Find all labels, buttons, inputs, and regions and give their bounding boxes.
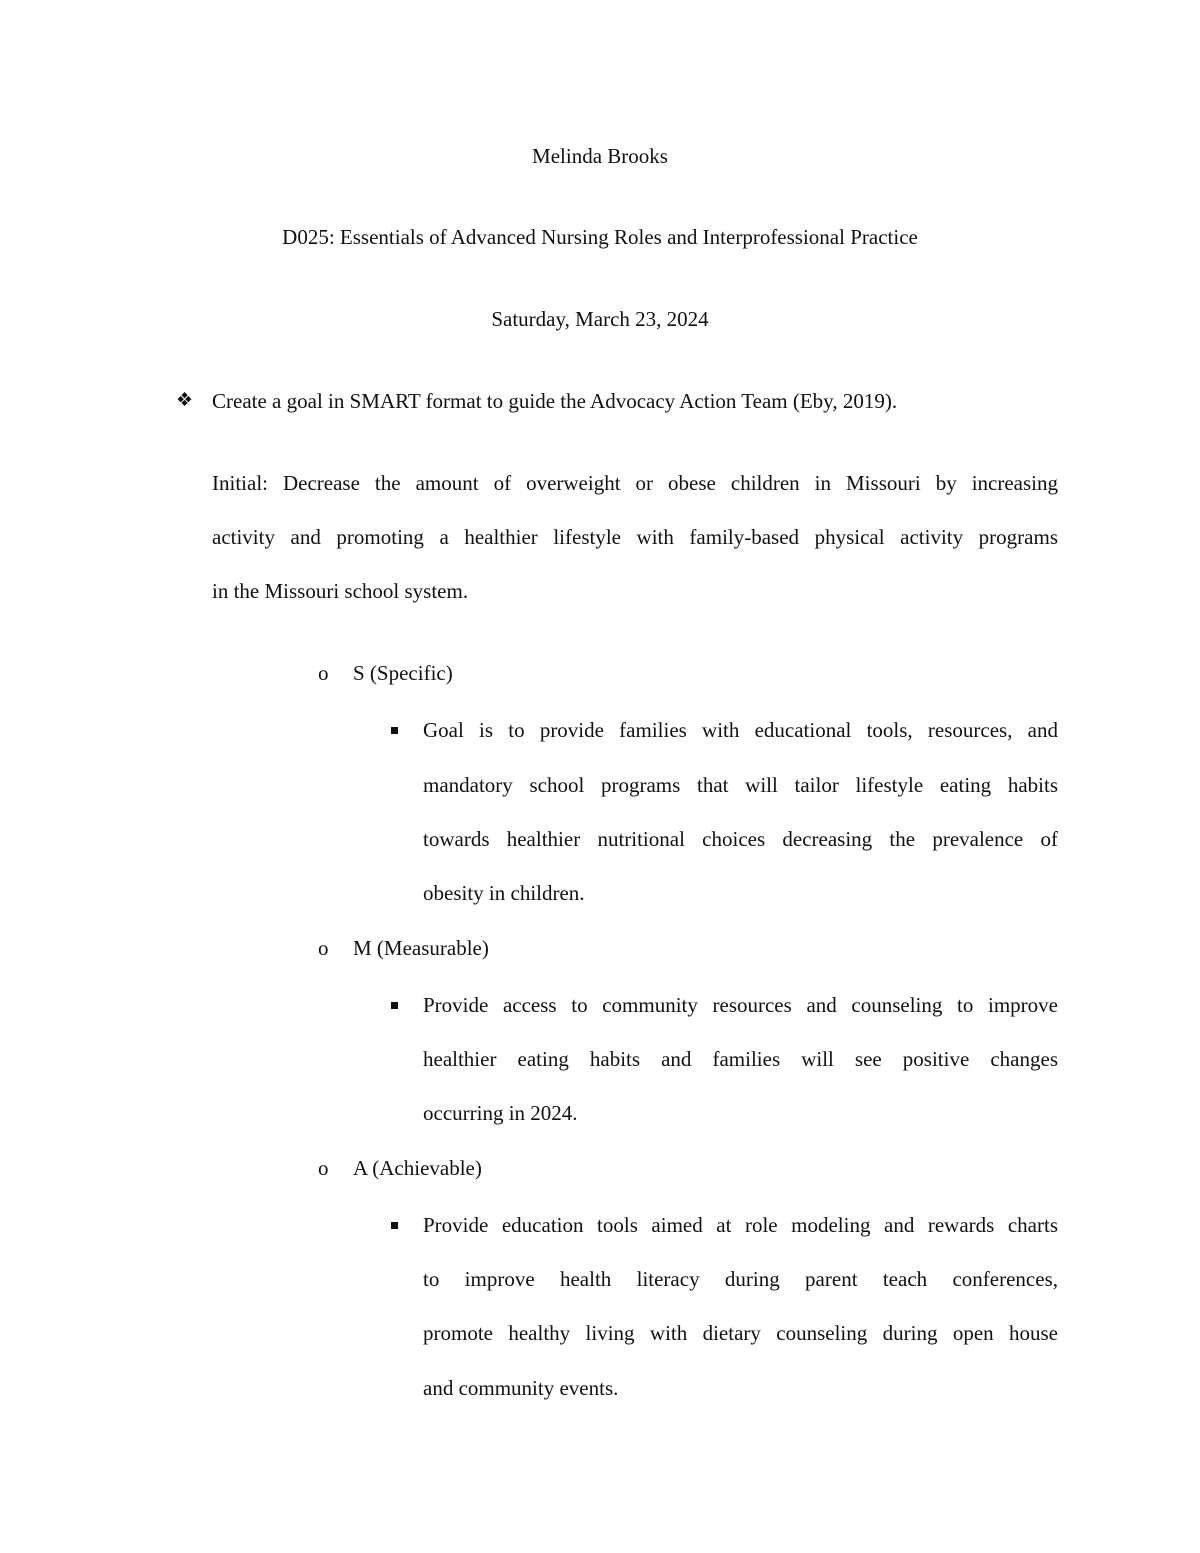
achievable-line-2: to improve health literacy during parent teach conferences, — [423, 1267, 1058, 1291]
square-bullet-icon — [391, 1222, 398, 1229]
square-bullet-icon — [391, 1002, 398, 1009]
section-heading-specific: S (Specific) — [353, 661, 453, 685]
diamond-bullet-icon: ❖ — [176, 390, 194, 411]
achievable-line-4: and community events. — [423, 1376, 619, 1400]
initial-line-1: Initial: Decrease the amount of overweight or obese children in Missouri by increasing — [212, 471, 1058, 495]
prompt-text: Create a goal in SMART format to guide the Advocacy Action Team (Eby, 2019). — [212, 389, 898, 413]
section-marker-icon: o — [318, 1156, 329, 1180]
section-heading-measurable: M (Measurable) — [353, 936, 489, 960]
section-marker-icon: o — [318, 661, 329, 685]
specific-line-4: obesity in children. — [423, 881, 585, 905]
specific-line-1: Goal is to provide families with educational tools, resources, and — [423, 718, 1058, 742]
initial-line-3: in the Missouri school system. — [212, 579, 469, 603]
achievable-line-1: Provide education tools aimed at role modeling and rewards charts — [423, 1213, 1058, 1237]
course-title: D025: Essentials of Advanced Nursing Roles and Interprofessional Practice — [282, 225, 918, 249]
specific-line-2: mandatory school programs that will tailor lifestyle eating habits — [423, 773, 1058, 797]
square-bullet-icon — [391, 727, 398, 734]
document-date: Saturday, March 23, 2024 — [491, 307, 709, 331]
section-marker-icon: o — [318, 936, 329, 960]
measurable-line-2: healthier eating habits and families will see positive changes — [423, 1047, 1058, 1071]
author-name: Melinda Brooks — [532, 144, 668, 168]
measurable-line-3: occurring in 2024. — [423, 1101, 578, 1125]
section-heading-achievable: A (Achievable) — [353, 1156, 482, 1180]
initial-line-2: activity and promoting a healthier lifestyle with family-based physical activity programs — [212, 525, 1058, 549]
achievable-line-3: promote healthy living with dietary counseling during open house — [423, 1321, 1058, 1345]
specific-line-3: towards healthier nutritional choices decreasing the prevalence of — [423, 827, 1058, 851]
measurable-line-1: Provide access to community resources and counseling to improve — [423, 993, 1058, 1017]
